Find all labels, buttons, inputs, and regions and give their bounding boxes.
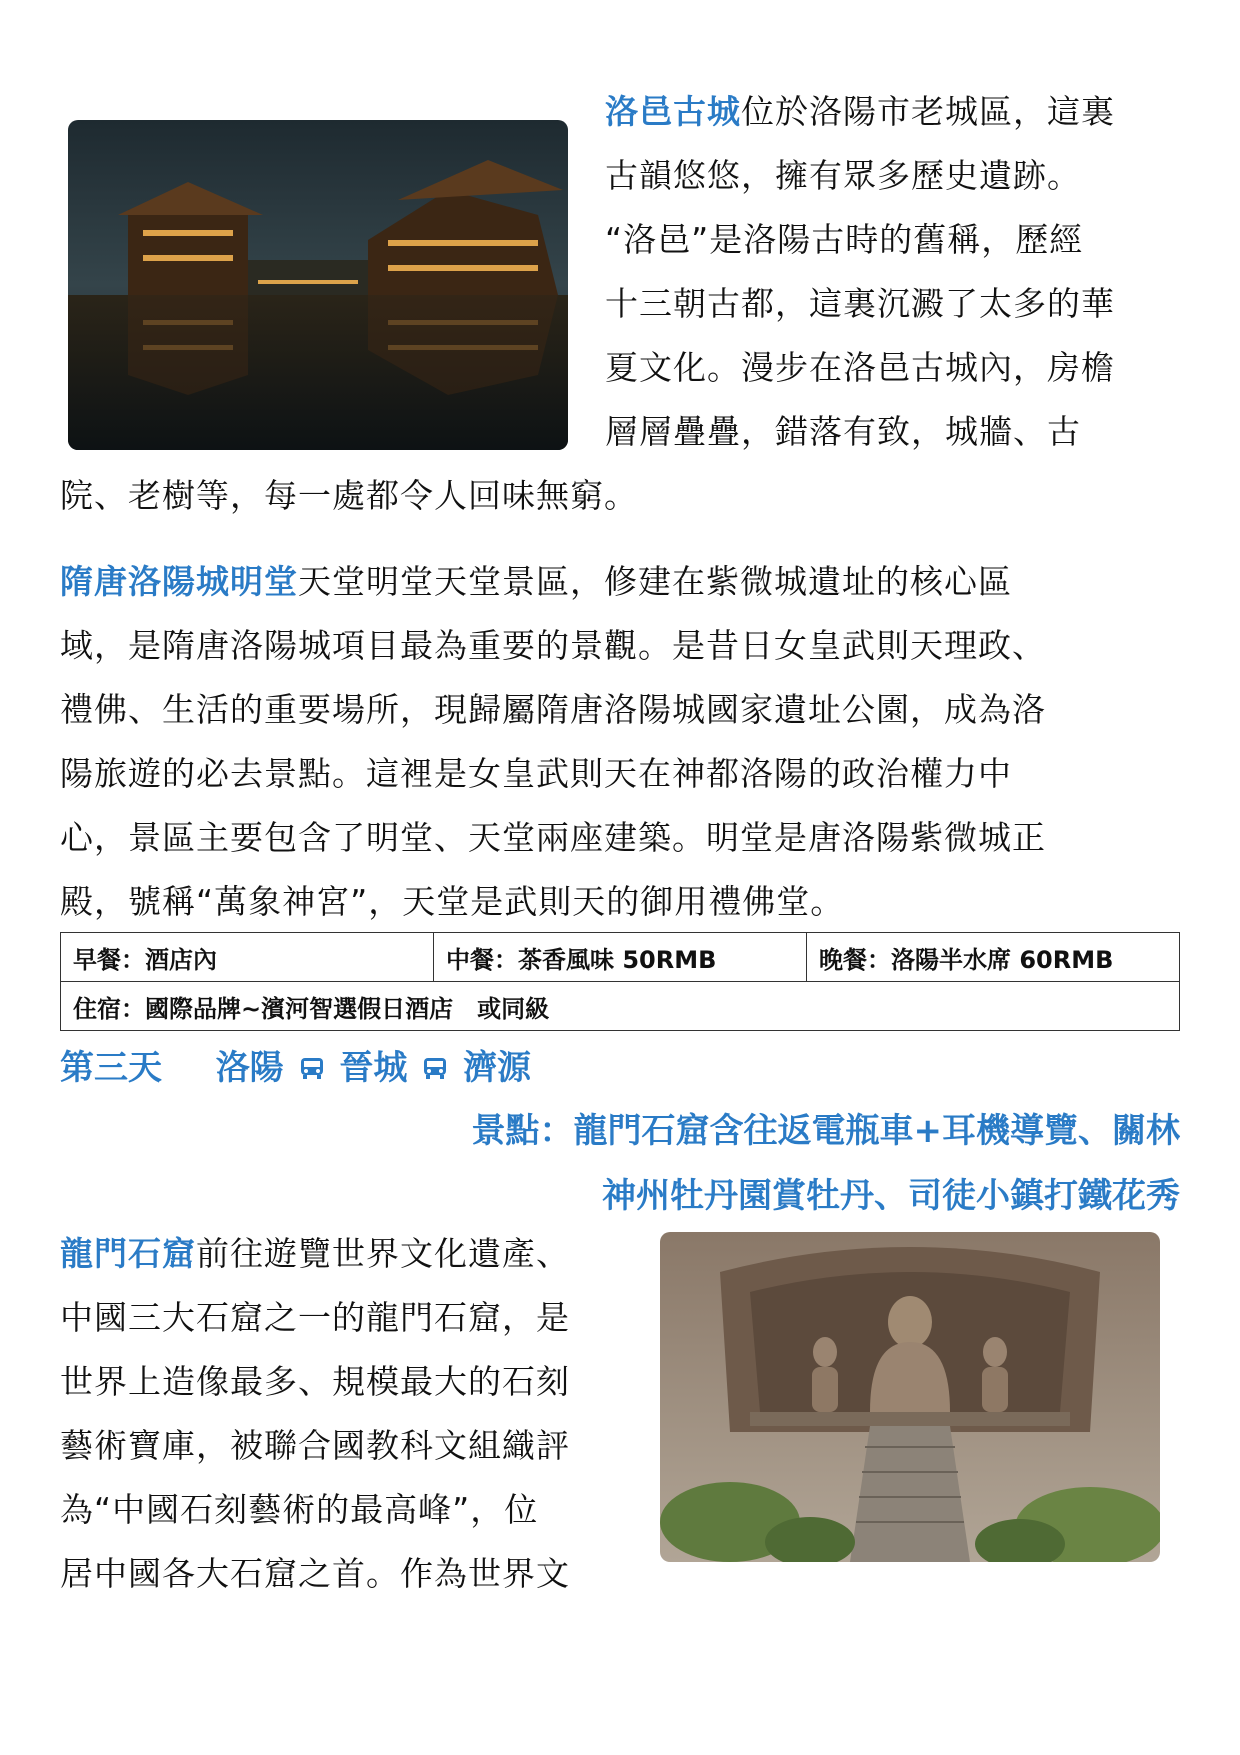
mingtang-text-line: 殿，號稱“萬象神宮”，天堂是武則天的御用禮佛堂。 [60, 882, 845, 921]
longmen-text-line: 為“中國石刻藝術的最高峰”，位 [60, 1490, 539, 1529]
lunch-cell: 中餐：茶香風味 50RMB [434, 933, 807, 982]
longmen-text-line: 中國三大石窟之一的龍門石窟，是 [60, 1298, 570, 1337]
route-city: 濟源 [463, 1048, 532, 1088]
meals-row [61, 933, 1180, 982]
mingtang-text-line: 禮佛、生活的重要場所，現歸屬隋唐洛陽城國家遺址公園，成為洛 [60, 690, 1046, 729]
day-label: 第三天 [60, 1048, 162, 1088]
mingtang-text-line: 天堂明堂天堂景區，修建在紫微城遺址的核心區 [298, 562, 1012, 601]
longmen-text-line: 藝術寶庫，被聯合國教科文組織評 [60, 1426, 570, 1465]
section-longmen [60, 1222, 620, 1606]
dinner-cell: 晚餐：洛陽半水席 60RMB [807, 933, 1180, 982]
longmen-text-line: 前往遊覽世界文化遺產、 [196, 1234, 570, 1273]
mingtang-text-line: 域，是隋唐洛陽城項目最為重要的景觀。是昔日女皇武則天理政、 [60, 626, 1046, 665]
section-luoyi [60, 80, 1190, 528]
luoyi-text-line: 古韻悠悠，擁有眾多歷史遺跡。 [605, 156, 1081, 195]
luoyi-text-line: 院、老樹等，每一處都令人回味無窮。 [60, 476, 638, 515]
longmen-title: 龍門石窟 [60, 1234, 196, 1273]
meals-table [60, 932, 1180, 1031]
bus-icon [299, 1057, 325, 1081]
mingtang-text-line: 心，景區主要包含了明堂、天堂兩座建築。明堂是唐洛陽紫微城正 [60, 818, 1046, 857]
longmen-text-line: 世界上造像最多、規模最大的石刻 [60, 1362, 570, 1401]
longmen-grottoes-photo [660, 1232, 1160, 1562]
route-city: 晉城 [339, 1048, 408, 1088]
day-three-heading [60, 1040, 531, 1089]
hotel-row [61, 982, 1180, 1031]
luoyi-text-line: 十三朝古都，這裏沉澱了太多的華 [605, 284, 1115, 323]
bus-icon [422, 1057, 448, 1081]
spots-line-1: 景點：龍門石窟含往返電瓶車+耳機導覽、關林 [471, 1111, 1180, 1151]
breakfast-cell: 早餐：酒店內 [61, 933, 434, 982]
route-city: 洛陽 [215, 1048, 284, 1088]
luoyi-text-line: 位於洛陽市老城區，這裏 [741, 92, 1115, 131]
longmen-text-line: 居中國各大石窟之首。作為世界文 [60, 1554, 570, 1593]
hotel-cell: 住宿：國際品牌~濱河智選假日酒店 或同級 [61, 982, 1180, 1031]
luoyi-text-line: 夏文化。漫步在洛邑古城內，房檐 [605, 348, 1115, 387]
luoyi-text-line: 層層疊疊，錯落有致，城牆、古 [605, 412, 1081, 451]
mingtang-text-line: 陽旅遊的必去景點。這裡是女皇武則天在神都洛陽的政治權力中 [60, 754, 1012, 793]
mingtang-title: 隋唐洛陽城明堂 [60, 562, 298, 601]
luoyi-text-line: “洛邑”是洛陽古時的舊稱，歷經 [605, 220, 1084, 259]
spots-line-2: 神州牡丹園賞牡丹、司徒小鎮打鐵花秀 [602, 1176, 1180, 1216]
section-mingtang [60, 550, 1190, 934]
luoyi-title: 洛邑古城 [605, 92, 741, 131]
